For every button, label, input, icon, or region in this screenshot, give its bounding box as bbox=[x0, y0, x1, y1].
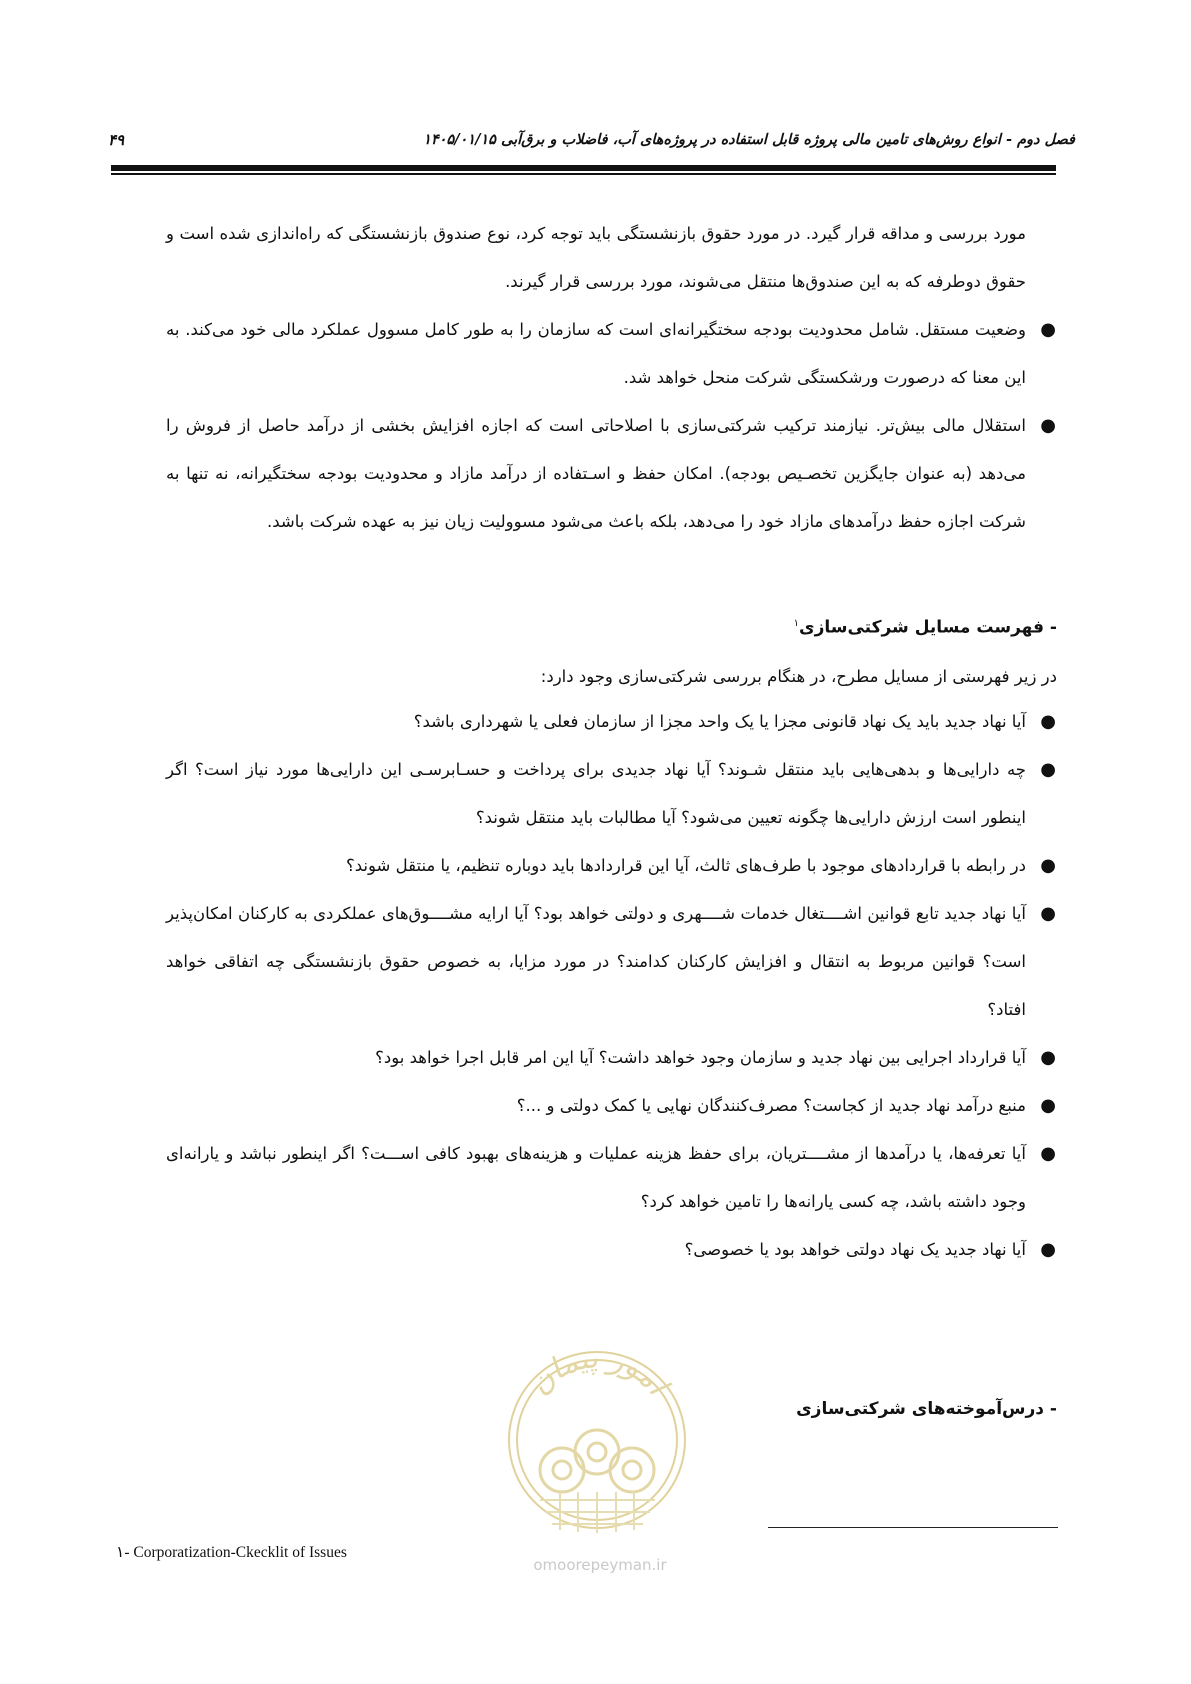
list-item bbox=[166, 698, 1056, 746]
bullet-icon: ● bbox=[1040, 1239, 1056, 1260]
list-item bbox=[166, 842, 1056, 890]
bullet-icon: ● bbox=[1040, 319, 1056, 340]
list-item bbox=[166, 1226, 1056, 1274]
bullet-icon: ● bbox=[1040, 1095, 1056, 1116]
section-heading-text: - فهرست مسایل شرکتی‌سازی bbox=[798, 617, 1057, 638]
watermark-logo-icon bbox=[490, 1340, 705, 1555]
page-number: ۴۹ bbox=[108, 131, 125, 149]
list-item-text: آیا تعرفه‌ها، یا درآمدها از مشــــتریان، برای حفظ هزینه عملیات و هزینه‌های بهبود کافی اســـت؟ اگر اینطور نباشد و یارانه‌ای وجود داشته باشد، چه کسی یارانه‌ها را تامین خواهد کرد؟ bbox=[166, 1144, 1026, 1211]
bullet-icon: ● bbox=[1040, 903, 1056, 924]
header-rule bbox=[111, 165, 1056, 171]
list-item bbox=[166, 746, 1056, 842]
section-intro: در زیر فهرستی از مسایل مطرح، در هنگام بررسی شرکتی‌سازی وجود دارد: bbox=[540, 667, 1057, 686]
list-item-text: وضعیت مستقل. شامل محدودیت بودجه سختگیرانه‌ای است که سازمان را به طور کامل مسوول عملکرد مالی خود می‌کند. به این معنا که درصورت ورشکستگی شرکت منحل خواهد شد. bbox=[166, 320, 1026, 387]
list-item bbox=[166, 1082, 1056, 1130]
section-heading-issues-list bbox=[794, 609, 1057, 643]
bullet-list-status bbox=[166, 306, 1056, 546]
header-rule-thin bbox=[111, 173, 1056, 175]
list-item-text: در رابطه با قراردادهای موجود با طرف‌های ثالث، آیا این قراردادها باید دوباره تنظیم، یا منتقل شوند؟ bbox=[346, 856, 1026, 875]
footnote-reference: ۱ bbox=[793, 618, 799, 629]
bullet-icon: ● bbox=[1040, 1143, 1056, 1164]
list-item bbox=[166, 306, 1056, 402]
bullet-icon: ● bbox=[1040, 1047, 1056, 1068]
continuation-paragraph: مورد بررسی و مداقه قرار گیرد. در مورد حقوق بازنشستگی باید توجه کرد، نوع صندوق بازنشستگی که راه‌اندازی شده است و حقوق دوطرفه که به این صندوق‌ها منتقل می‌شوند، مورد بررسی قرار گیرند. bbox=[166, 224, 1026, 291]
list-item-text: آیا قرارداد اجرایی بین نهاد جدید و سازمان وجود خواهد داشت؟ آیا این امر قابل اجرا خواهد بود؟ bbox=[375, 1048, 1026, 1067]
watermark-site-text: omoorepeyman.ir bbox=[533, 1556, 667, 1574]
bullet-icon: ● bbox=[1040, 759, 1056, 780]
list-item-text: منبع درآمد نهاد جدید از کجاست؟ مصرف‌کنندگان نهایی یا کمک دولتی و ...؟ bbox=[516, 1096, 1026, 1115]
bullet-icon: ● bbox=[1040, 711, 1056, 732]
list-item-text: آیا نهاد جدید تابع قوانین اشــــتغال خدمات شــــهری و دولتی خواهد بود؟ آیا ارایه مشــــوق‌های عملکردی به کارکنان امکان‌پذیر است؟ قوانین مربوط به انتقال و افزایش کارکنان کدامند؟ در مورد مزایا، به خصوص حقوق بازنشستگی چه اتفاقی خواهد افتاد؟ bbox=[166, 904, 1026, 1019]
bullet-list-issues bbox=[166, 698, 1056, 1274]
list-item-text: آیا نهاد جدید یک نهاد دولتی خواهد بود یا خصوصی؟ bbox=[684, 1240, 1026, 1259]
bullet-icon: ● bbox=[1040, 415, 1056, 436]
list-item-text: آیا نهاد جدید باید یک نهاد قانونی مجزا یا یک واحد مجزا از سازمان فعلی یا شهرداری باشد؟ bbox=[413, 712, 1026, 731]
list-item-text: چه دارایی‌ها و بدهی‌هایی باید منتقل شـوند؟ آیا نهاد جدیدی برای پرداخت و حسـابرسـی این دارایی‌ها مورد نیاز است؟ اگر اینطور است ارزش دارایی‌ها چگونه تعیین می‌شود؟ آیا مطالبات باید منتقل شوند؟ bbox=[166, 760, 1026, 827]
footnote: ۱- Corporatization-Ckecklit of Issues bbox=[116, 1544, 347, 1561]
bullet-icon: ● bbox=[1040, 855, 1056, 876]
section-heading-lessons-learned: - درس‌آموخته‌های شرکتی‌سازی bbox=[796, 1399, 1057, 1419]
footnote-rule bbox=[768, 1527, 1058, 1528]
list-item bbox=[166, 402, 1056, 546]
list-item-text: استقلال مالی بیش‌تر. نیازمند ترکیب شرکتی‌سازی با اصلاحاتی است که اجازه افزایش بخشی از درآمد حاصل از فروش را می‌دهد (به عنوان جایگزین تخصـیص بودجه). امکان حفظ و اسـتفاده از درآمد مازاد و محدودیت بودجه سختگیرانه، نه تنها به شرکت اجازه حفظ درآمدهای مازاد خود را می‌دهد، بلکه باعث می‌شود مسوولیت زیان نیز به عهده شرکت باشد. bbox=[166, 416, 1026, 531]
running-header-title: فصل دوم - انواع روش‌های تامین مالی پروژه قابل استفاده در پروژه‌های آب، فاضلاب و برق‌آبی ۱۴۰۵/۰۱/۱۵ bbox=[423, 131, 1075, 148]
watermark-logo-text: امور پیمان bbox=[522, 1340, 675, 1402]
list-item bbox=[166, 1130, 1056, 1226]
list-item bbox=[166, 1034, 1056, 1082]
list-item bbox=[166, 890, 1056, 1034]
